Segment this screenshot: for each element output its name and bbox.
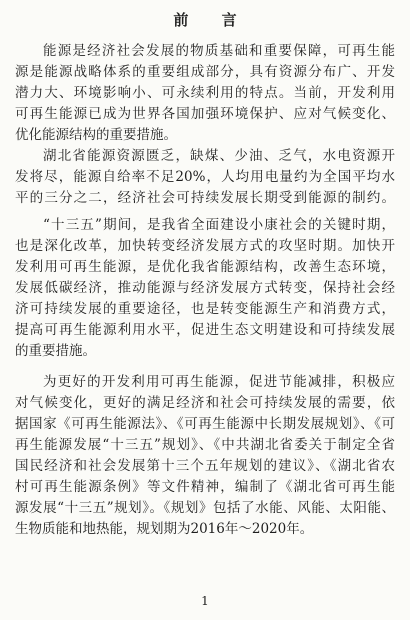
paragraph-3-line-1: “十三五”期间，是我省全面建设小康社会的关键时期， xyxy=(43,217,395,233)
paragraph-4-line-1: 为更好的开发利用可再生能源，促进节能减排，积极应 xyxy=(43,374,395,390)
paragraph-4-line-2: 对气候变化，更好的满足经济和社会可持续发展的需要，依 xyxy=(15,395,395,411)
page-number: 1 xyxy=(201,594,209,608)
paragraph-2-line-2: 发将尽，能源自给率不足20%，人均用电量约为全国平均水 xyxy=(15,169,395,185)
paragraph-1-line-1: 能源是经济社会发展的物质基础和重要保障，可再生能 xyxy=(43,43,395,59)
paragraph-1-line-5: 优化能源结构的重要措施。 xyxy=(15,127,177,143)
paragraph-4-line-7: 源发展“十三五”规划》。《规划》包括了水能、风能、太阳能、 xyxy=(15,500,395,516)
paragraph-4-line-3: 据国家《可再生能源法》、《可再生能源中长期发展规划》、《可 xyxy=(15,416,395,432)
paragraph-3-line-5: 济可持续发展的重要途径，也是转变能源生产和消费方式， xyxy=(15,301,395,317)
paragraph-1-line-3: 潜力大、环境影响小、可永续利用的特点。当前，开发利用 xyxy=(15,85,395,101)
paragraph-2-line-3: 平的三分之二，经济社会可持续发展长期受到能源的制约。 xyxy=(15,190,395,206)
paragraph-3-line-6: 提高可再生能源利用水平，促进生态文明建设和可持续发展 xyxy=(15,322,395,338)
paragraph-4-line-8: 生物质能和地热能，规划期为2016年～2020年。 xyxy=(15,521,314,537)
paragraph-3-line-4: 发展低碳经济，推动能源与经济发展方式转变，保持社会经 xyxy=(15,280,395,296)
paragraph-3-line-7: 的重要措施。 xyxy=(15,343,96,359)
paragraph-4-line-5: 国民经济和社会发展第十三个五年规划的建议》、《湖北省农 xyxy=(15,458,395,474)
page-title: 前 言 xyxy=(173,11,251,29)
paragraph-3-line-3: 发利用可再生能源，是优化我省能源结构，改善生态环境， xyxy=(15,259,395,275)
paragraph-1-line-4: 可再生能源已成为世界各国加强环境保护、应对气候变化、 xyxy=(15,106,395,122)
paragraph-4-line-4: 再生能源发展“十三五”规划》、《中共湖北省委关于制定全省 xyxy=(15,437,395,453)
paragraph-3-line-2: 也是深化改革，加快转变经济发展方式的攻坚时期。加快开 xyxy=(15,238,395,254)
paragraph-2-line-1: 湖北省能源资源匮乏，缺煤、少油、乏气，水电资源开 xyxy=(43,148,395,164)
paragraph-1-line-2: 源是能源战略体系的重要组成部分，具有资源分布广、开发 xyxy=(15,64,395,80)
paragraph-4-line-6: 村可再生能源条例》等文件精神，编制了《湖北省可再生能 xyxy=(15,479,395,495)
